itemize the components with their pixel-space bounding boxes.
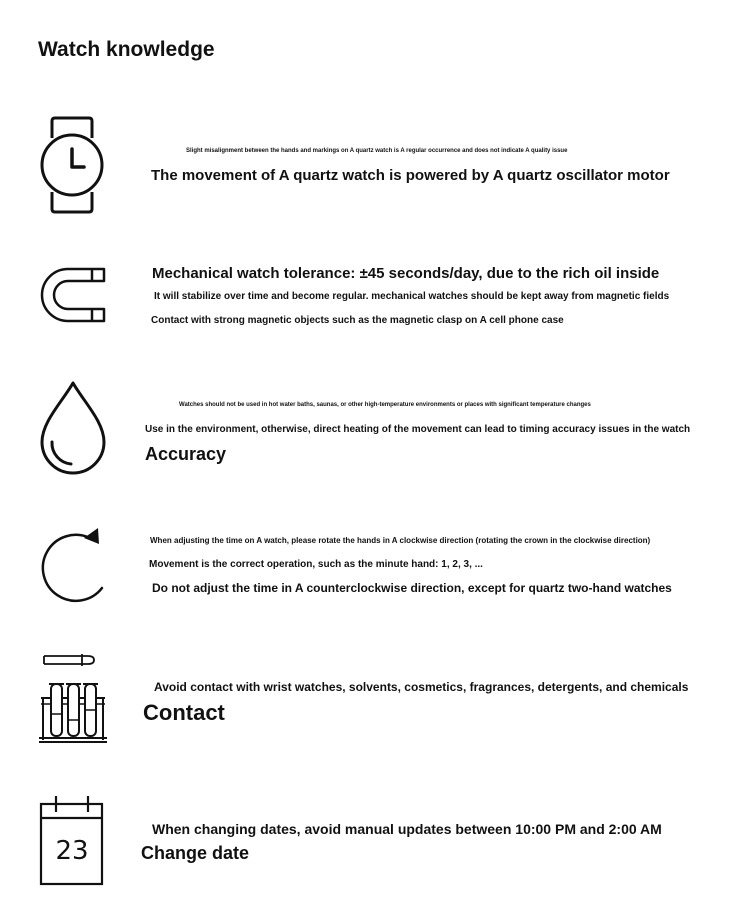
- water-drop-icon: [38, 380, 108, 478]
- item-note: When adjusting the time on A watch, please rotate the hands in A clockwise direction (rotating the crown in the clockwise direction): [150, 536, 651, 545]
- item-text: It will stabilize over time and become regular. mechanical watches should be kept away from magnetic fields: [154, 291, 670, 302]
- item-text: Do not adjust the time in A counterclockwise direction, except for quartz two-hand watches: [152, 581, 672, 595]
- item-note: Slight misalignment between the hands and markings on A quartz watch is A regular occurrence and does not indicate A quality issue: [186, 148, 568, 154]
- item-text: Avoid contact with wrist watches, solvents, cosmetics, fragrances, detergents, and chemicals: [154, 680, 689, 694]
- item-text: Contact with strong magnetic objects such as the magnetic clasp on A cell phone case: [151, 315, 564, 326]
- item-heading: Change date: [141, 843, 250, 863]
- item-heading: Mechanical watch tolerance: ±45 seconds/day, due to the rich oil inside: [152, 265, 660, 282]
- item-text: Movement is the correct operation, such as the minute hand: 1, 2, 3, ...: [149, 559, 483, 570]
- calendar-icon: [38, 794, 106, 888]
- clockwise-arrow-icon: [38, 526, 108, 604]
- page-title: Watch knowledge: [38, 38, 215, 61]
- item-heading: Contact: [143, 700, 225, 725]
- watch-icon: [38, 116, 106, 214]
- item-note: Watches should not be used in hot water baths, saunas, or other high-temperature environments or places with significant temperature changes: [179, 402, 591, 408]
- item-text: Use in the environment, otherwise, direct heating of the movement can lead to timing accuracy issues in the watch: [145, 424, 691, 435]
- magnet-icon: [40, 266, 106, 324]
- test-tubes-icon: [38, 652, 108, 744]
- item-text: The movement of A quartz watch is powered by A quartz oscillator motor: [151, 167, 670, 184]
- item-text: When changing dates, avoid manual updates between 10:00 PM and 2:00 AM: [152, 821, 662, 837]
- item-heading: Accuracy: [145, 444, 227, 464]
- calendar-day: 23: [55, 836, 89, 866]
